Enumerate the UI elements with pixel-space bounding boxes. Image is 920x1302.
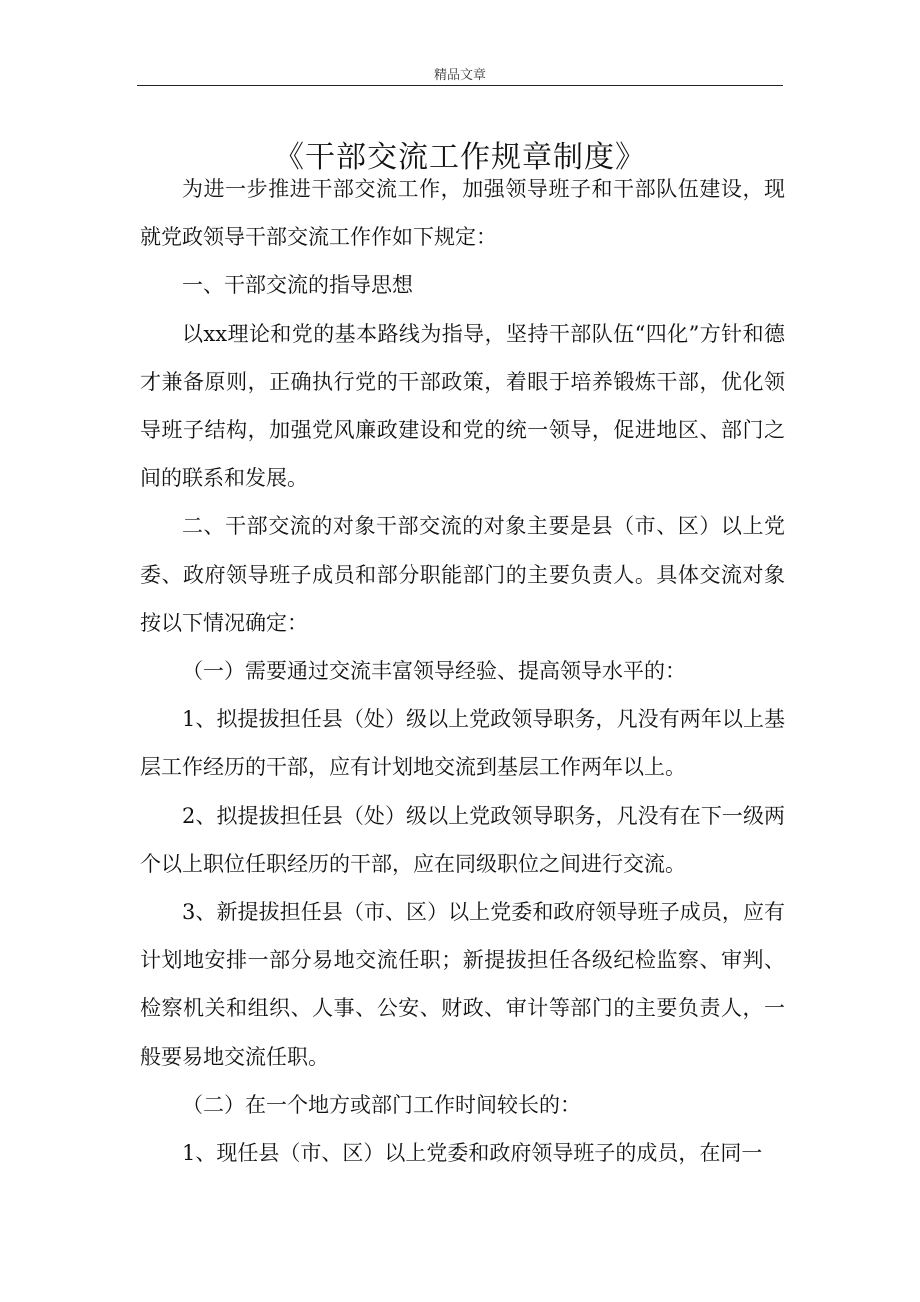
list-item-2: 2、拟提拔担任县（处）级以上党政领导职务，凡没有在下一级两个以上职位任职经历的干部，应在同级职位之间进行交流。	[140, 803, 785, 876]
section-heading-1: 一、干部交流的指导思想	[182, 273, 413, 298]
document-body	[140, 165, 785, 1177]
list-item-1: 1、拟提拔担任县（处）级以上党政领导职务，凡没有两年以上基层工作经历的干部，应有计划地交流到基层工作两年以上。	[140, 707, 785, 780]
list-item-4: 1、现任县（市、区）以上党委和政府领导班子的成员，在同一	[182, 1141, 763, 1166]
header-divider	[137, 85, 783, 86]
section-heading-2: 二、干部交流的对象干部交流的对象主要是县（市、区）以上党委、政府领导班子成员和部分职能部门的主要负责人。具体交流对象按以下情况确定：	[140, 514, 785, 635]
subsection-heading-2: （二）在一个地方或部门工作时间较长的：	[182, 1092, 581, 1117]
header-label: 精品文章	[433, 68, 486, 83]
subsection-heading-1: （一）需要通过交流丰富领导经验、提高领导水平的：	[182, 659, 686, 684]
paragraph-intro: 为进一步推进干部交流工作，加强领导班子和干部队伍建设，现就党政领导干部交流工作作如下规定：	[140, 177, 785, 250]
list-item-3: 3、新提拔担任县（市、区）以上党委和政府领导班子成员，应有计划地安排一部分易地交流任职；新提拔担任各级纪检监察、审判、检察机关和组织、人事、公安、财政、审计等部门的主要负责人，一般要易地交流任职。	[140, 900, 785, 1069]
paragraph-guiding-ideology: 以xx理论和党的基本路线为指导，坚持干部队伍“四化”方针和德才兼备原则，正确执行党的干部政策，着眼于培养锻炼干部，优化领导班子结构，加强党风廉政建设和党的统一领导，促进地区、部门之间的联系和发展。	[140, 321, 785, 491]
document-title: 《干部交流工作规章制度》	[274, 140, 646, 176]
